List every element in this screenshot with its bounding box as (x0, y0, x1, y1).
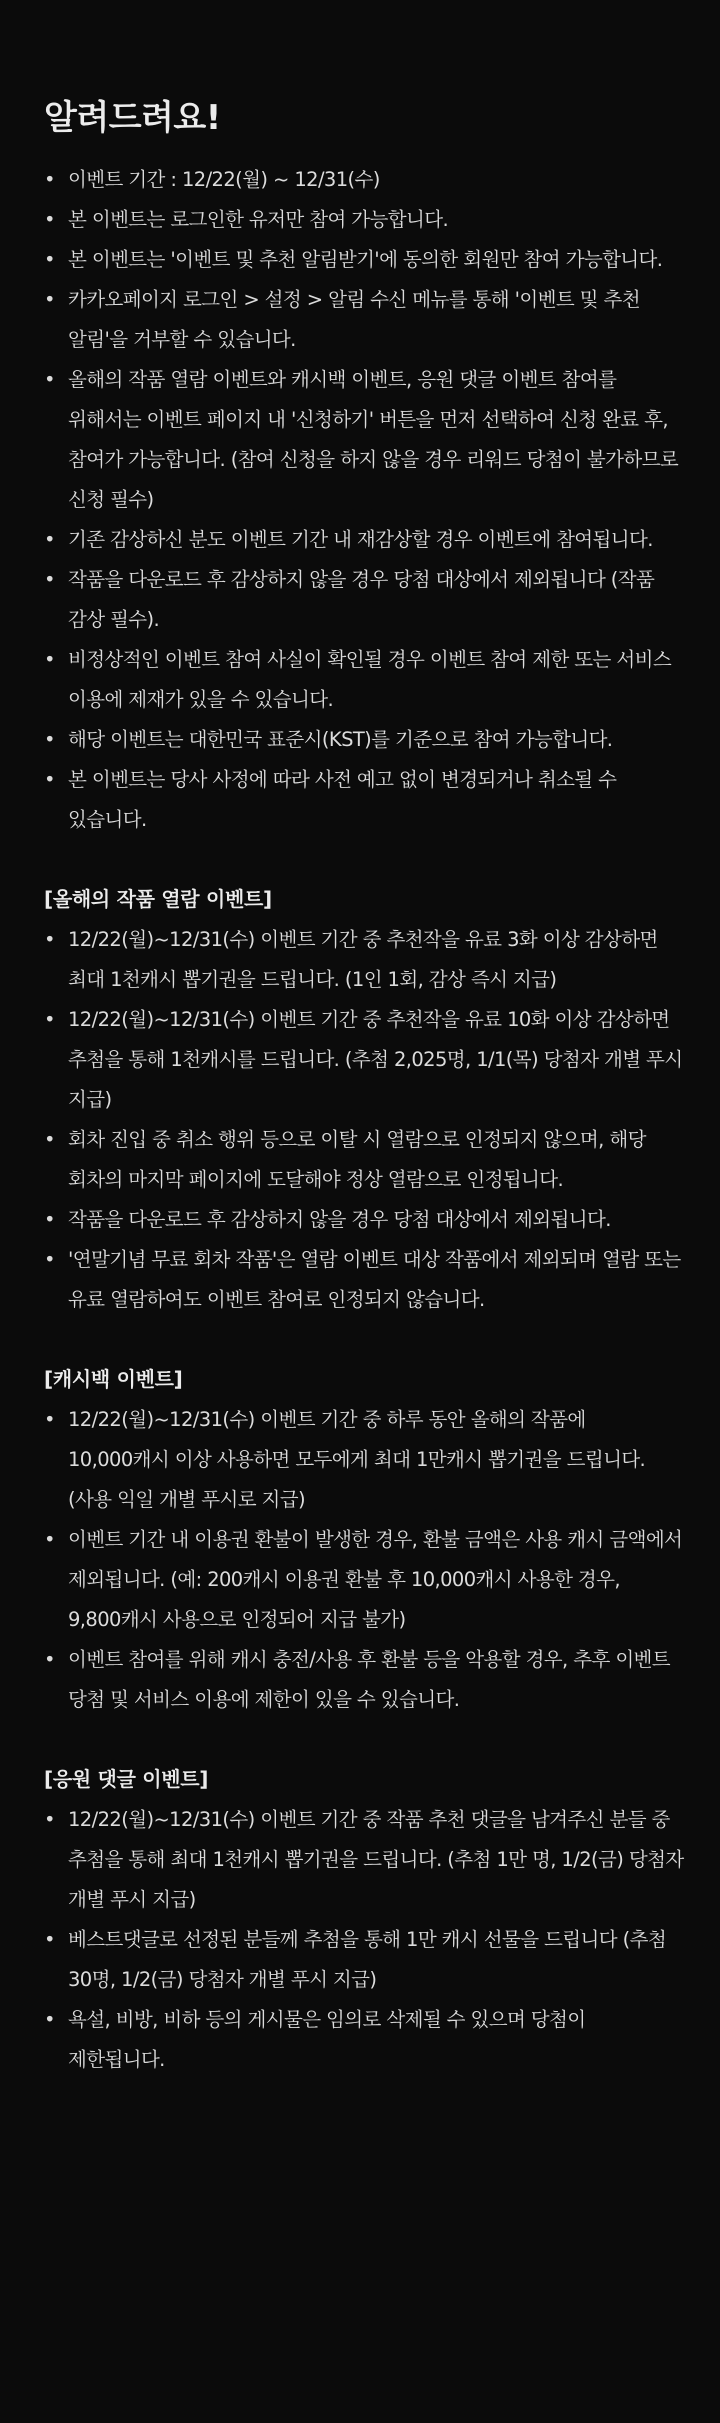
list-item-text: 본 이벤트는 로그인한 유저만 참여 가능합니다. (68, 208, 449, 231)
bullet-icon: • (44, 928, 55, 951)
bullet-icon: • (44, 568, 55, 591)
reading-event-title: [올해의 작품 열람 이벤트] (44, 887, 272, 911)
cashback-event-section (44, 1358, 684, 1720)
bullet-icon: • (44, 288, 55, 311)
list-item (44, 1200, 684, 1240)
list-item (44, 1240, 684, 1320)
list-item-text: 기존 감상하신 분도 이벤트 기간 내 재감상할 경우 이벤트에 참여됩니다. (68, 528, 653, 551)
bullet-icon: • (44, 208, 55, 231)
list-item-text: 회차 진입 중 취소 행위 등으로 이탈 시 열람으로 인정되지 않으며, 해당 회차의 마지막 페이지에 도달해야 정상 열람으로 인정됩니다. (68, 1128, 646, 1191)
bullet-icon: • (44, 248, 55, 271)
list-item-text: 작품을 다운로드 후 감상하지 않을 경우 당첨 대상에서 제외됩니다. (68, 1208, 611, 1231)
list-item (44, 1120, 684, 1200)
list-item (44, 1800, 684, 1920)
list-item-text: 해당 이벤트는 대한민국 표준시(KST)를 기준으로 참여 가능합니다. (68, 728, 613, 751)
list-item-text: 12/22(월)~12/31(수) 이벤트 기간 중 추천작을 유료 3화 이상 감상하면 최대 1천캐시 뽑기권을 드립니다. (1인 1회, 감상 즉시 지급) (68, 928, 658, 991)
list-item (44, 720, 684, 760)
list-item-text: 12/22(월)~12/31(수) 이벤트 기간 중 추천작을 유료 10화 이상 감상하면 추첨을 통해 1천캐시를 드립니다. (추첨 2,025명, 1/1(목) 당첨자 개별 푸시 지급) (68, 1008, 683, 1111)
bullet-icon: • (44, 168, 55, 191)
notice-title: 알려드려요! (44, 98, 221, 138)
list-item-text: 이벤트 기간 내 이용권 환불이 발생한 경우, 환불 금액은 사용 캐시 금액에서 제외됩니다. (예: 200캐시 이용권 환불 후 10,000캐시 사용한 경우, 9,800캐시 사용으로 인정되어 지급 불가) (68, 1528, 683, 1631)
list-item-text: 작품을 다운로드 후 감상하지 않을 경우 당첨 대상에서 제외됩니다 (작품 감상 필수). (68, 568, 655, 631)
list-item (44, 560, 684, 640)
list-item-text: 욕설, 비방, 비하 등의 게시물은 임의로 삭제될 수 있으며 당첨이 제한됩니다. (68, 2008, 586, 2071)
cashback-event-list (44, 1400, 684, 1720)
bullet-icon: • (44, 648, 55, 671)
list-item-text: 카카오페이지 로그인 > 설정 > 알림 수신 메뉴를 통해 '이벤트 및 추천 알림'을 거부할 수 있습니다. (68, 288, 640, 351)
cashback-event-title: [캐시백 이벤트] (44, 1367, 183, 1391)
list-item-text: 비정상적인 이벤트 참여 사실이 확인될 경우 이벤트 참여 제한 또는 서비스 이용에 제재가 있을 수 있습니다. (68, 648, 672, 711)
bullet-icon: • (44, 368, 55, 391)
bullet-icon: • (44, 1208, 55, 1231)
comment-event-title: [응원 댓글 이벤트] (44, 1767, 209, 1791)
list-item-text: 베스트댓글로 선정된 분들께 추첨을 통해 1만 캐시 선물을 드립니다 (추첨 30명, 1/2(금) 당첨자 개별 푸시 지급) (68, 1928, 667, 1991)
bullet-icon: • (44, 528, 55, 551)
list-item (44, 160, 684, 200)
bullet-icon: • (44, 728, 55, 751)
list-item-text: 올해의 작품 열람 이벤트와 캐시백 이벤트, 응원 댓글 이벤트 참여를 위해서는 이벤트 페이지 내 '신청하기' 버튼을 먼저 선택하여 신청 완료 후, 참여가 가능합니다. (참여 신청을 하지 않을 경우 리워드 당첨이 불가하므로 신청 필수) (68, 368, 679, 511)
list-item (44, 360, 684, 520)
list-item-text: 이벤트 참여를 위해 캐시 충전/사용 후 환불 등을 악용할 경우, 추후 이벤트 당첨 및 서비스 이용에 제한이 있을 수 있습니다. (68, 1648, 671, 1711)
notice-panel (44, 90, 684, 2080)
list-item-text: '연말기념 무료 회차 작품'은 열람 이벤트 대상 작품에서 제외되며 열람 또는 유료 열람하여도 이벤트 참여로 인정되지 않습니다. (68, 1248, 681, 1311)
list-item (44, 1520, 684, 1640)
list-item (44, 520, 684, 560)
bullet-icon: • (44, 1648, 55, 1671)
general-items-list (44, 160, 684, 840)
reading-event-section (44, 878, 684, 1320)
bullet-icon: • (44, 1528, 55, 1551)
comment-event-section (44, 1758, 684, 2080)
list-item-text: 12/22(월)~12/31(수) 이벤트 기간 중 하루 동안 올해의 작품에 10,000캐시 이상 사용하면 모두에게 최대 1만캐시 뽑기권을 드립니다. (사용 익일 개별 푸시로 지급) (68, 1408, 646, 1511)
bullet-icon: • (44, 1248, 55, 1271)
list-item-text: 이벤트 기간 : 12/22(월) ~ 12/31(수) (68, 168, 380, 191)
list-item (44, 1000, 684, 1120)
list-item (44, 200, 684, 240)
list-item (44, 2000, 684, 2080)
bullet-icon: • (44, 1008, 55, 1031)
comment-event-list (44, 1800, 684, 2080)
list-item (44, 640, 684, 720)
list-item-text: 본 이벤트는 '이벤트 및 추천 알림받기'에 동의한 회원만 참여 가능합니다. (68, 248, 663, 271)
list-item (44, 280, 684, 360)
list-item (44, 1640, 684, 1720)
list-item-text: 12/22(월)~12/31(수) 이벤트 기간 중 작품 추천 댓글을 남겨주신 분들 중 추첨을 통해 최대 1천캐시 뽑기권을 드립니다. (추첨 1만 명, 1/2(금) 당첨자 개별 푸시 지급) (68, 1808, 684, 1911)
list-item (44, 1400, 684, 1520)
bullet-icon: • (44, 1928, 55, 1951)
bullet-icon: • (44, 1128, 55, 1151)
bullet-icon: • (44, 768, 55, 791)
list-item (44, 1920, 684, 2000)
list-item (44, 920, 684, 1000)
bullet-icon: • (44, 1808, 55, 1831)
list-item-text: 본 이벤트는 당사 사정에 따라 사전 예고 없이 변경되거나 취소될 수 있습니다. (68, 768, 617, 831)
reading-event-list (44, 920, 684, 1320)
list-item (44, 760, 684, 840)
bullet-icon: • (44, 2008, 55, 2031)
bullet-icon: • (44, 1408, 55, 1431)
list-item (44, 240, 684, 280)
